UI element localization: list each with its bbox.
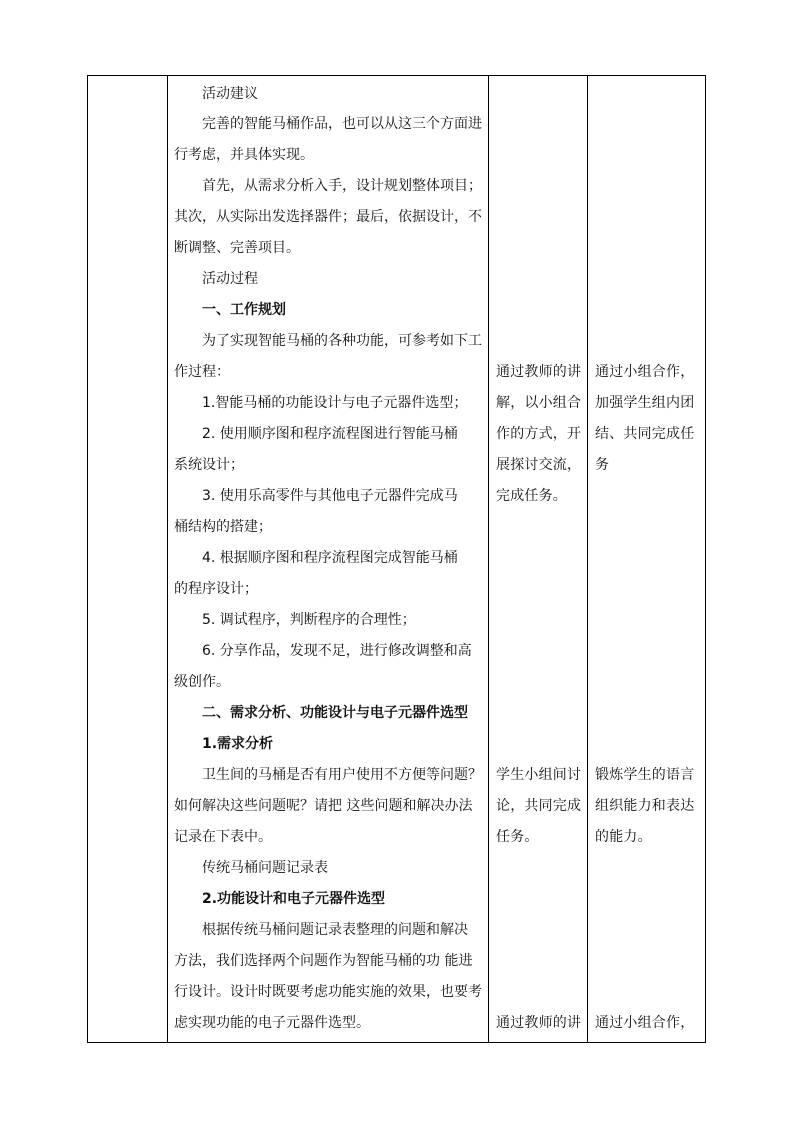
subsection-heading-needs-analysis: 1.需求分析 (202, 736, 274, 752)
content-line: 为了实现智能马桶的各种功能，可参考如下工 (202, 333, 482, 349)
student-activity-column (489, 76, 587, 1042)
list-item: 3. 使用乐高零件与其他电子元器件完成马 (202, 488, 458, 504)
list-item-continued: 的程序设计； (174, 581, 258, 597)
content-line: 虑实现功能的电子元器件选型。 (174, 1015, 370, 1031)
design-intent-text: 通过小组合作， (595, 1015, 695, 1031)
student-activity-text: 完成任务。 (496, 488, 567, 504)
activity-suggestion-heading: 活动建议 (202, 86, 258, 102)
list-item: 4. 根据顺序图和程序流程图完成智能马桶 (202, 550, 458, 566)
list-item: 1.智能马桶的功能设计与电子元器件选型； (202, 395, 468, 411)
content-line: 方法，我们选择两个问题作为智能马桶的功 能进 (174, 953, 473, 969)
design-intent-text: 的能力。 (595, 829, 652, 845)
list-item: 2. 使用顺序图和程序流程图进行智能马桶 (202, 426, 458, 442)
list-item-continued: 级创作。 (174, 674, 230, 690)
activity-content-column (168, 76, 488, 1042)
student-activity-text: 任务。 (496, 829, 539, 845)
content-line: 作过程： (174, 364, 230, 380)
list-item-continued: 桶结构的搭建； (174, 519, 272, 535)
lesson-plan-table (87, 75, 706, 1043)
student-activity-text: 论，共同完成 (496, 798, 582, 814)
content-line: 卫生间的马桶是否有用户使用不方便等问题？ (202, 767, 482, 783)
content-line: 如何解决这些问题呢？请把 这些问题和解决办法 (174, 798, 473, 814)
subsection-heading-function-design: 2.功能设计和电子元器件选型 (202, 891, 386, 907)
design-intent-text: 锻炼学生的语言 (595, 767, 695, 783)
student-activity-text: 通过教师的讲 (496, 364, 582, 380)
section-heading-work-plan: 一、工作规划 (202, 302, 286, 318)
design-intent-text: 加强学生组内团 (595, 395, 695, 411)
table-caption: 传统马桶问题记录表 (202, 860, 328, 876)
student-activity-text: 学生小组间讨 (496, 767, 582, 783)
student-activity-text: 通过教师的讲 (496, 1015, 582, 1031)
content-line: 根据传统马桶问题记录表整理的问题和解决 (202, 922, 468, 938)
design-intent-text: 组织能力和表达 (595, 798, 695, 814)
content-line: 其次，从实际出发选择器件；最后，依据设计，不 (174, 209, 482, 225)
activity-process-heading: 活动过程 (202, 271, 258, 287)
content-line: 行考虑，并具体实现。 (174, 147, 314, 163)
design-intent-text: 通过小组合作， (595, 364, 695, 380)
student-activity-text: 展探讨交流， (496, 457, 582, 473)
section-heading-requirements: 二、需求分析、功能设计与电子元器件选型 (202, 705, 468, 721)
student-activity-text: 解，以小组合 (496, 395, 582, 411)
content-line: 断调整、完善项目。 (174, 240, 300, 256)
design-intent-text: 务 (595, 457, 610, 473)
content-line: 行设计。设计时既要考虑功能实施的效果，也要考 (174, 984, 482, 1000)
student-activity-text: 作的方式，开 (496, 426, 582, 442)
list-item-continued: 系统设计； (174, 457, 244, 473)
list-item: 6. 分享作品，发现不足，进行修改调整和高 (202, 643, 472, 659)
design-intent-column (588, 76, 706, 1042)
content-line: 首先，从需求分析入手，设计规划整体项目； (202, 178, 482, 194)
blank-first-column (88, 76, 167, 1042)
content-line: 记录在下表中。 (174, 829, 272, 845)
design-intent-text: 结、共同完成任 (595, 426, 695, 442)
list-item: 5. 调试程序，判断程序的合理性； (202, 612, 416, 628)
content-line: 完善的智能马桶作品，也可以从这三个方面进 (202, 116, 482, 132)
